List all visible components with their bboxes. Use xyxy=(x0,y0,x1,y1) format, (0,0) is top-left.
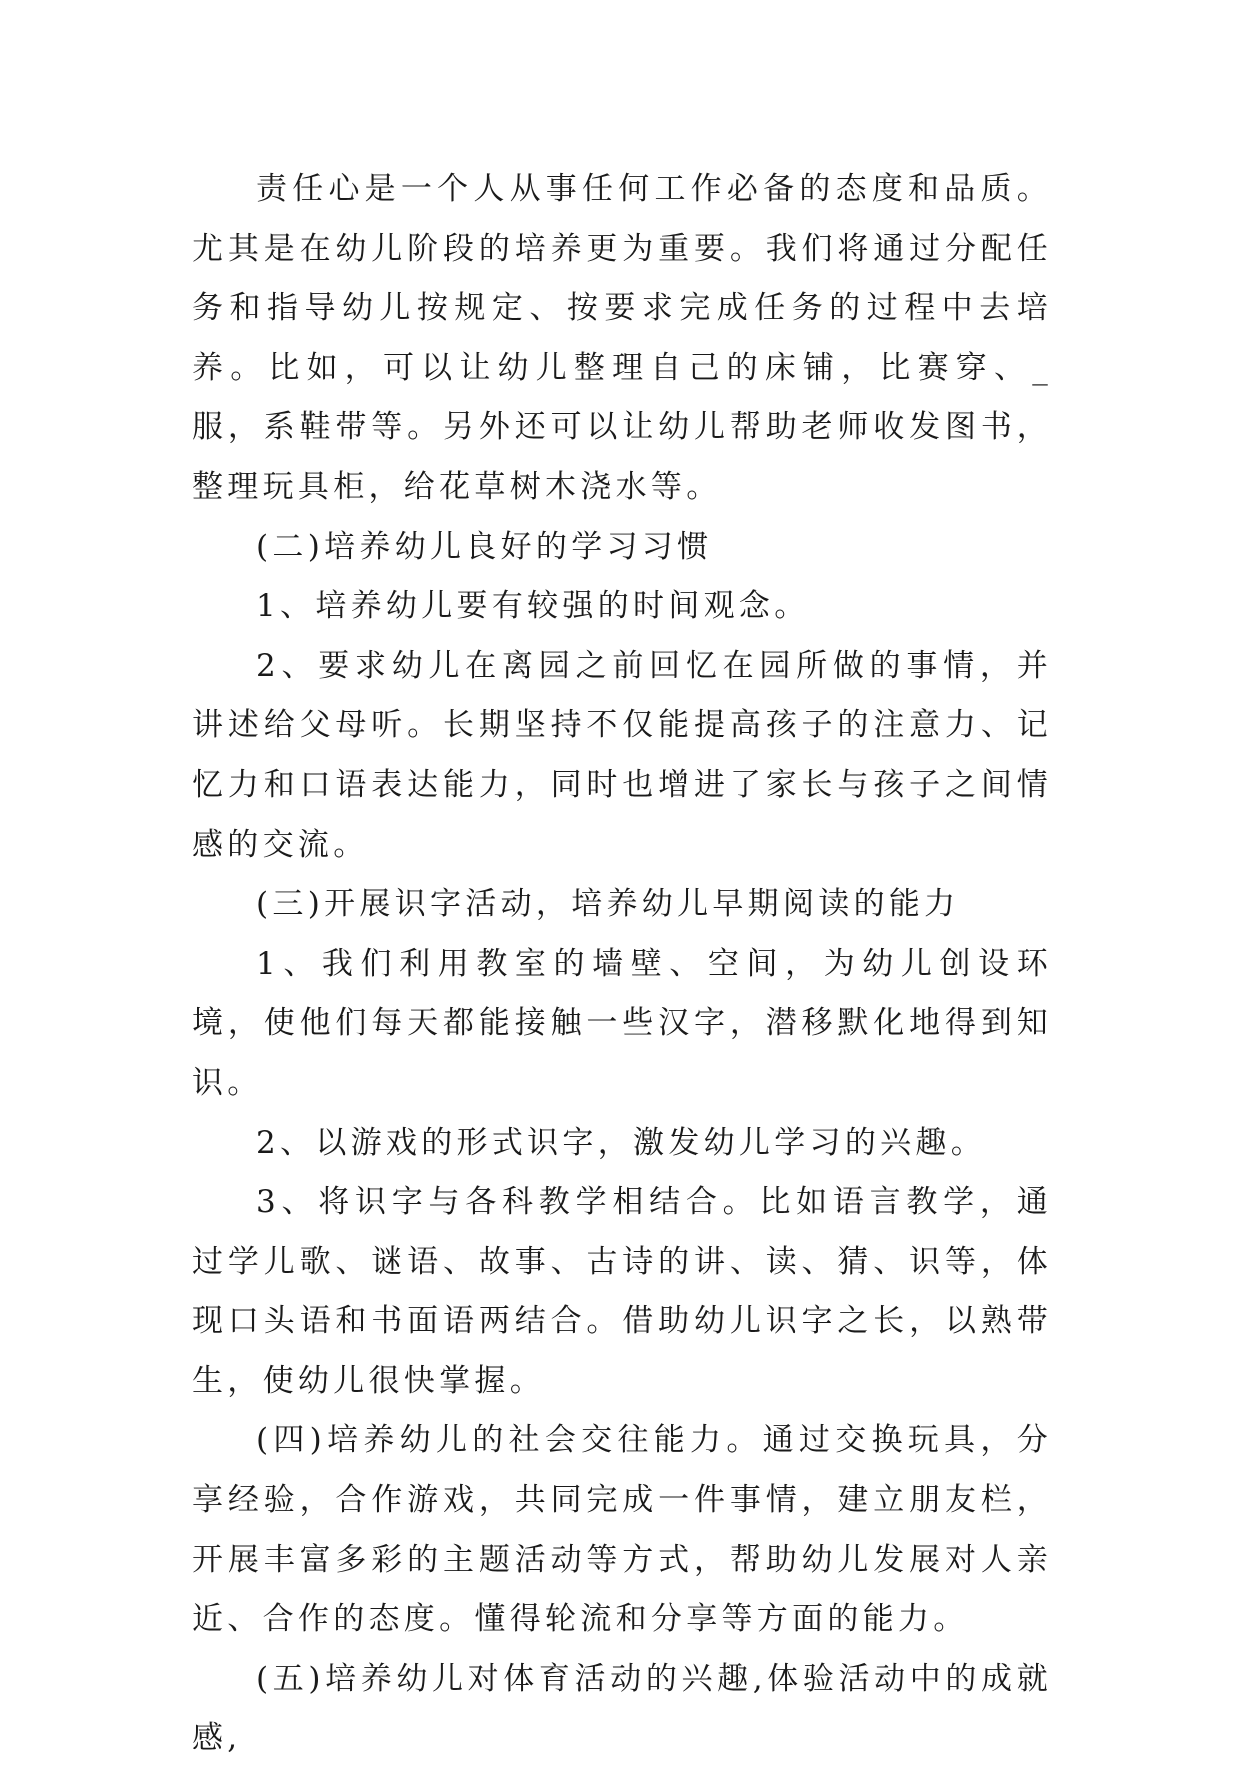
heading-literacy-activities: (三)开展识字活动，培养幼儿早期阅读的能力 xyxy=(256,886,960,923)
paragraph-responsibility: 责任心是一个人从事任何工作必备的态度和品质。尤其是在幼儿阶段的培养更为重要。我们将通过分配任务和指导幼儿按规定、按要求完成任务的过程中去培养。比如，可以让幼儿整理自己的床铺，比赛穿、_服，系鞋带等。另外还可以让幼儿帮助老师收发图书，整理玩具柜，给花草树木浇水等。 xyxy=(192,171,1052,505)
paragraph-social-skills: (四)培养幼儿的社会交往能力。通过交换玩具，分享经验，合作游戏，共同完成一件事情，建立朋友栏，开展丰富多彩的主题活动等方式，帮助幼儿发展对人亲近、合作的态度。懂得轮流和分享等方面的能力。 xyxy=(192,1422,1052,1638)
paragraph-integrated-teaching: 3、将识字与各科教学相结合。比如语言教学，通过学儿歌、谜语、故事、古诗的讲、读、猜、识等，体现口头语和书面语两结合。借助幼儿识字之长，以熟带生，使幼儿很快掌握。 xyxy=(192,1184,1052,1399)
paragraph-recall-events: 2、要求幼儿在离园之前回忆在园所做的事情，并讲述给父母听。长期坚持不仅能提高孩子的注意力、记忆力和口语表达能力，同时也增进了家长与孩子之间情感的交流。 xyxy=(192,647,1052,863)
paragraph-time-concept: 1、培养幼儿要有较强的时间观念。 xyxy=(256,588,810,625)
paragraph-game-literacy: 2、以游戏的形式识字，激发幼儿学习的兴趣。 xyxy=(256,1124,987,1161)
paragraph-classroom-environment: 1、我们利用教室的墙壁、空间，为幼儿创设环境，使他们每天都能接触一些汉字，潜移默化地得到知识。 xyxy=(192,945,1052,1101)
document-body xyxy=(192,160,1052,1769)
paragraph-sports-interest: (五)培养幼儿对体育活动的兴趣,体验活动中的成就感, xyxy=(192,1660,1052,1757)
heading-study-habits: (二)培养幼儿良好的学习习惯 xyxy=(256,528,713,565)
